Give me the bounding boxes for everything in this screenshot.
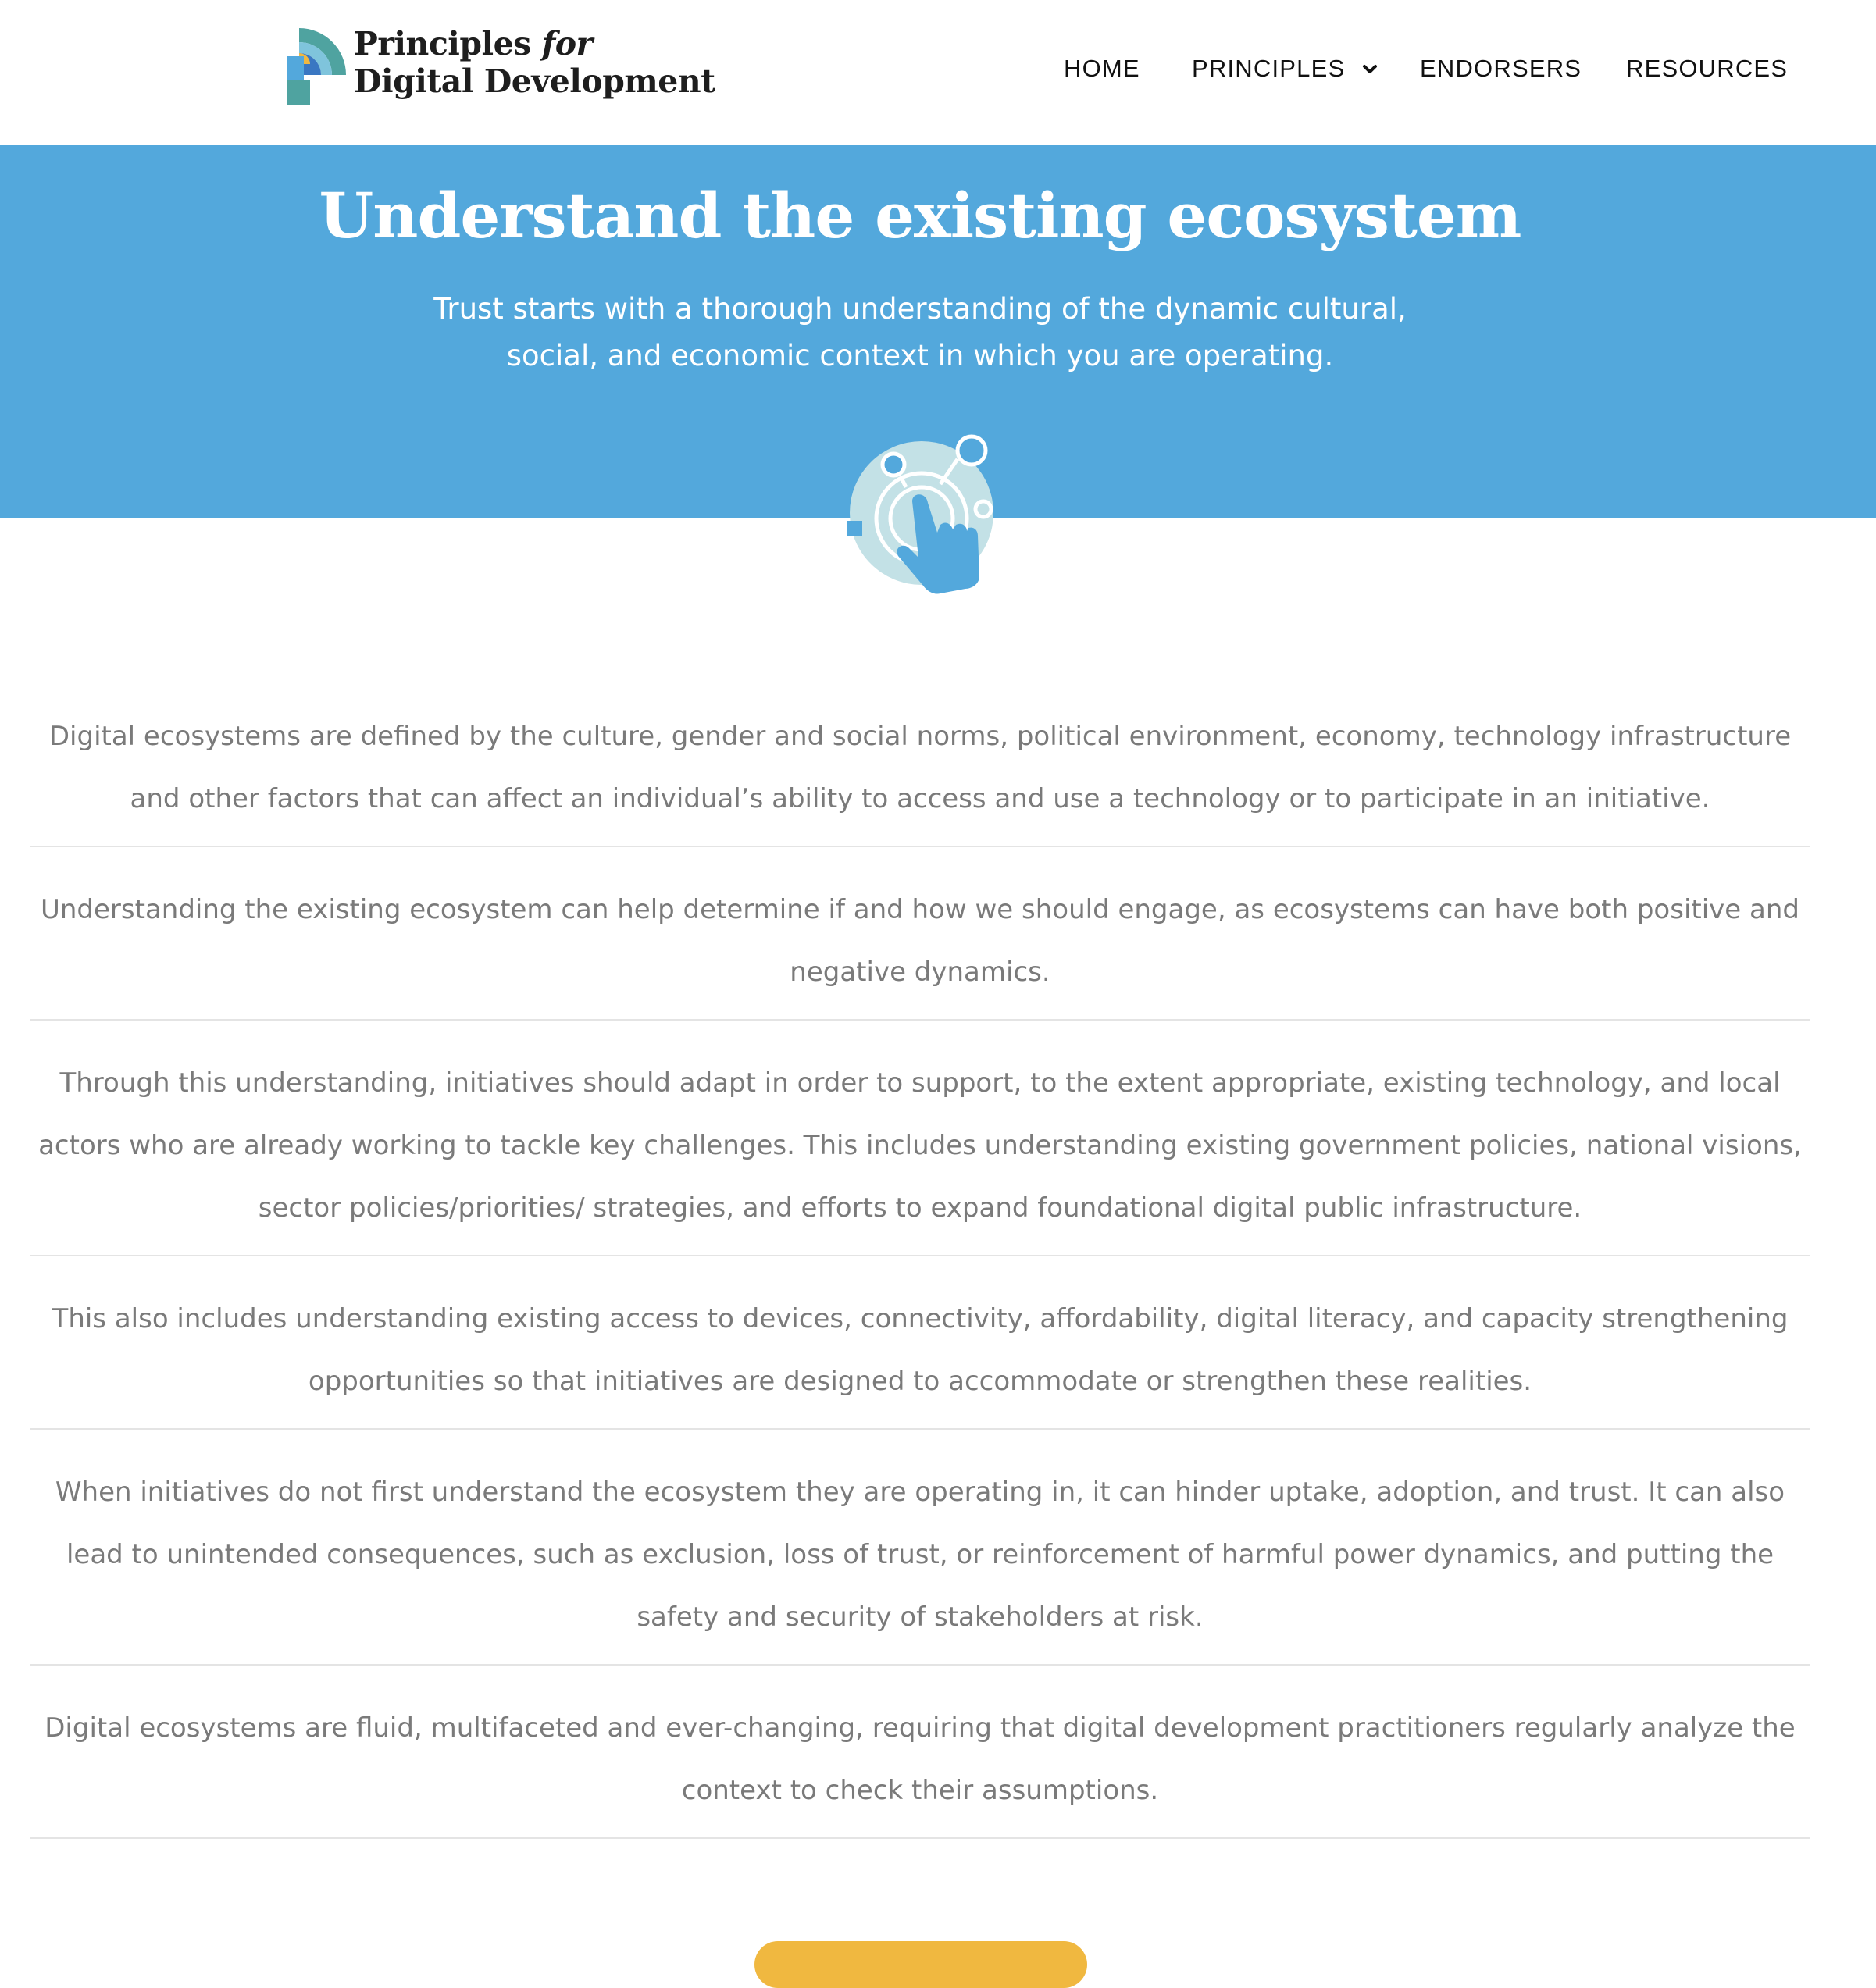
hero-subtitle-line1: Trust starts with a thorough understanding of the dynamic cultural, <box>433 292 1407 326</box>
nav-principles[interactable] <box>1192 53 1378 84</box>
logo-line1-for: for <box>541 25 593 62</box>
hero-subtitle-line2: social, and economic context in which you are operating. <box>506 339 1334 372</box>
page-title: Understand the existing ecosystem <box>319 179 1521 252</box>
site-header <box>0 0 1876 145</box>
hero-subtitle <box>0 286 1840 379</box>
logo-line1: Principles <box>354 25 531 62</box>
content-paragraph: When initiatives do not first understand the ecosystem they are operating in, it can hinder uptake, adoption, and trust. It can also lead to unintended consequences, such as exclusion, loss of trust, or reinforcement of harmful power dynamics, and putting the safety and security of stakeholders at risk. <box>30 1430 1810 1666</box>
nav-principles-label: PRINCIPLES <box>1192 55 1346 82</box>
principle-content <box>30 699 1810 1839</box>
chevron-down-icon[interactable] <box>1362 64 1378 75</box>
content-paragraph: This also includes understanding existing access to devices, connectivity, affordability, digital literacy, and capacity strengthening opportunities so that initiatives are designed to accommodate or strengthen these realities. <box>30 1256 1810 1430</box>
logo-line2: Digital Development <box>354 62 715 100</box>
content-paragraph: Through this understanding, initiatives should adapt in order to support, to the extent appropriate, existing technology, and local actors who are already working to tackle key challenges. This includes understanding existing government policies, national visions, sector policies/priorities/ strategies, and efforts to expand foundational digital public infrastructure. <box>30 1021 1810 1256</box>
cta-button[interactable] <box>754 1941 1087 1988</box>
logo-mark-icon <box>285 20 348 106</box>
nav-resources[interactable]: RESOURCES <box>1626 55 1789 82</box>
content-paragraph: Understanding the existing ecosystem can help determine if and how we should engage, as ecosystems can have both positive and negative dynamics. <box>30 847 1810 1021</box>
content-paragraph: Digital ecosystems are defined by the culture, gender and social norms, political environment, economy, technology infrastructure and other factors that can affect an individual’s ability to access and use a technology or to participate in an initiative. <box>30 699 1810 847</box>
site-logo[interactable] <box>285 20 715 106</box>
hand-touch-network-icon <box>840 431 1003 595</box>
nav-endorsers[interactable]: ENDORSERS <box>1420 55 1582 82</box>
logo-wordmark <box>354 25 715 100</box>
nav-home[interactable]: HOME <box>1064 55 1140 82</box>
content-paragraph: Digital ecosystems are fluid, multifaceted and ever-changing, requiring that digital development practitioners regularly analyze the context to check their assumptions. <box>30 1666 1810 1839</box>
